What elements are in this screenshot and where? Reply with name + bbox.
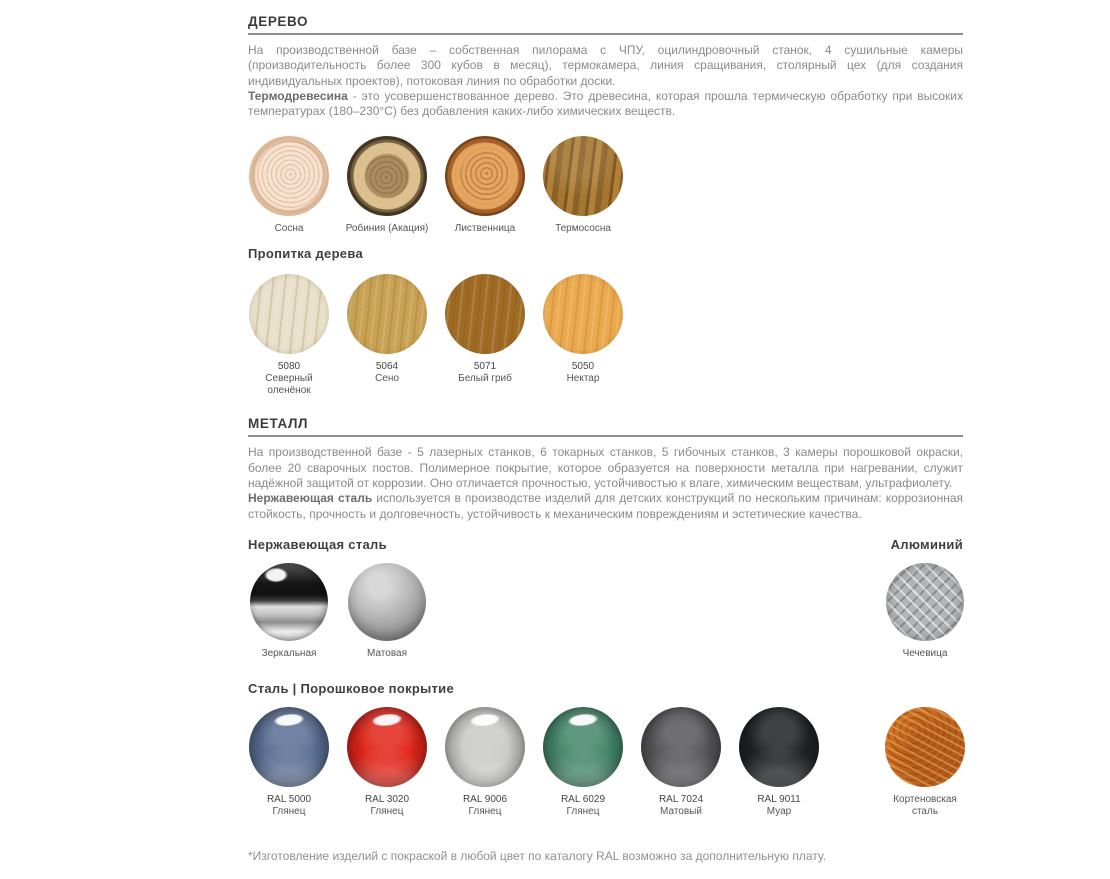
stain-code: 5071: [473, 361, 497, 373]
ral-finish: Муар: [766, 805, 792, 817]
wood-paragraph-2-lead: Термодревесина: [248, 88, 348, 103]
swatch-label-robinia: Робиния (Акация): [345, 223, 429, 235]
ral-code: RAL 5000: [266, 793, 312, 805]
wood-section: [248, 14, 963, 397]
metal-text: [248, 445, 963, 521]
ral-9011-image: [739, 707, 819, 787]
swatch-label-ral-9006: [457, 794, 513, 818]
swatch-ral-6029: [534, 707, 632, 818]
powder-coating-title: Сталь | Порошковое покрытие: [248, 680, 455, 696]
swatch-5050: [534, 274, 632, 397]
metal-paragraph-1-text: На производственной базе - 5 лазерных станков, 6 токарных станков, 5 гибочных станков, 3 камеры порошковой окраски, более 20 сварочных постов. Полимерное покрытие, которое образуется на поверхности металла при нагревании, служит надёжной защитой от коррозии. Оно отличается прочностью, устойчивостью к влаге, химическим веществам, ультрафиолету.: [248, 445, 963, 491]
swatch-ral-7024: [632, 707, 730, 818]
swatch-aluminum: [876, 563, 974, 660]
ral-3020-image: [347, 707, 427, 787]
swatch-label-5071: [452, 361, 518, 385]
wood-text: [248, 43, 963, 119]
ral-finish: Глянец: [468, 805, 502, 817]
metal-paragraph-2-lead: Нержавеющая сталь: [248, 491, 373, 506]
swatch-5071: [436, 274, 534, 397]
swatch-corten: [876, 707, 974, 818]
stain-code: 5080: [277, 361, 301, 373]
stain-name: Белый гриб: [458, 373, 512, 385]
wood-section-divider: [248, 33, 963, 35]
swatch-label-ral-6029: [555, 794, 611, 818]
swatch-label-ral-5000: [261, 794, 317, 818]
stain-5064-image: [347, 274, 427, 354]
metal-section-divider: [248, 435, 963, 437]
metal-section: [248, 416, 963, 817]
swatch-label-5050: [561, 361, 606, 385]
wood-paragraph-1: [248, 43, 963, 89]
stain-5080-image: [249, 274, 329, 354]
ral-finish: Глянец: [566, 805, 600, 817]
ral-code: RAL 3020: [364, 793, 410, 805]
wood-swatch-row: [240, 136, 963, 235]
swatch-matte-steel: [338, 563, 436, 660]
swatch-label-5064: [369, 361, 405, 385]
wood-paragraph-2-text: - это усовершенствованное дерево. Это древесина, которая прошла термическую обработку при высоких температурах (180–230°C) без добавления каких-либо химических веществ.: [248, 88, 963, 119]
robinia-wood-image: [347, 136, 427, 216]
swatch-thermopine: [534, 136, 632, 235]
ral-5000-image: [249, 707, 329, 787]
swatch-label-matte: Матовая: [367, 647, 407, 659]
stainless-title: Нержавеющая сталь: [248, 536, 387, 552]
swatch-label-ral-9011: [751, 794, 806, 818]
pine-wood-image: [249, 136, 329, 216]
swatch-robinia: [338, 136, 436, 235]
ral-finish: Глянец: [272, 805, 306, 817]
thermopine-wood-image: [543, 136, 623, 216]
swatch-pine: [240, 136, 338, 235]
wood-paragraph-2: [248, 89, 963, 120]
ral-7024-image: [641, 707, 721, 787]
wood-section-title: ДЕРЕВО: [248, 14, 309, 29]
content-column: [248, 14, 963, 863]
larch-wood-image: [445, 136, 525, 216]
swatch-larch: [436, 136, 534, 235]
swatch-label-ral-3020: [359, 794, 415, 818]
mirror-steel-image: [250, 563, 328, 641]
stain-name: Нектар: [566, 373, 600, 385]
metal-paragraph-1: [248, 445, 963, 491]
metal-paragraph-2-text: используется в производстве изделий для детских конструкций по нескольким причинам: коррозионная стойкость, прочность и долговечность, устойчивость к механическим повреждениям и эстетические качества.: [248, 491, 963, 521]
stainless-swatch-row: [240, 563, 963, 660]
swatch-label-ral-7024: [653, 794, 709, 818]
wood-paragraph-1-text: На производственной базе – собственная пилорама с ЧПУ, оцилиндровочный станок, 4 сушильные камеры (производительность более 300 кубов в месяц), термокамера, линия сращивания, столярный цех (для создания индивидуальных проектов), потоковая линия по обработки доски.: [248, 43, 963, 88]
ral-code: RAL 9006: [462, 793, 508, 805]
swatch-ral-5000: [240, 707, 338, 818]
stain-code: 5050: [571, 361, 595, 373]
swatch-ral-9011: [730, 707, 828, 818]
swatch-ral-3020: [338, 707, 436, 818]
ral-finish: Матовый: [660, 805, 702, 817]
swatch-5080: [240, 274, 338, 397]
stain-name: Северный оленёнок: [265, 373, 313, 397]
ral-9006-image: [445, 707, 525, 787]
swatch-ral-9006: [436, 707, 534, 818]
swatch-label-thermopine: Термососна: [555, 223, 611, 235]
swatch-label-larch: Лиственница: [454, 223, 516, 235]
swatch-label-aluminum: Чечевица: [902, 647, 948, 659]
swatch-5064: [338, 274, 436, 397]
aluminum-title: Алюминий: [890, 536, 963, 552]
swatch-mirror-steel: [240, 563, 338, 660]
impregnation-swatch-row: [240, 274, 963, 397]
metal-section-title: МЕТАЛЛ: [248, 416, 309, 432]
matte-steel-image: [348, 563, 426, 641]
aluminum-checkerplate-image: [886, 563, 964, 641]
metal-paragraph-2: [248, 491, 963, 522]
powder-swatch-row: [240, 707, 963, 818]
ral-finish: Глянец: [370, 805, 404, 817]
swatch-label-corten: Кортеновская сталь: [893, 793, 957, 817]
ral-code: RAL 6029: [560, 793, 606, 805]
stain-code: 5064: [375, 361, 399, 373]
impregnation-title: Пропитка дерева: [248, 246, 363, 262]
stainless-heading-row: [248, 537, 963, 553]
stain-5071-image: [445, 274, 525, 354]
corten-steel-image: [885, 707, 965, 787]
ral-code: RAL 9011: [757, 793, 801, 805]
stain-5050-image: [543, 274, 623, 354]
swatch-label-mirror: Зеркальная: [261, 647, 317, 659]
swatch-label-pine: Сосна: [274, 223, 304, 235]
stain-name: Сено: [375, 373, 399, 385]
ral-code: RAL 7024: [658, 793, 704, 805]
ral-footnote: *Изготовление изделий с покраской в любой цвет по каталогу RAL возможно за дополнительную плату.: [248, 848, 827, 863]
ral-6029-image: [543, 707, 623, 787]
swatch-label-5080: [240, 361, 338, 397]
